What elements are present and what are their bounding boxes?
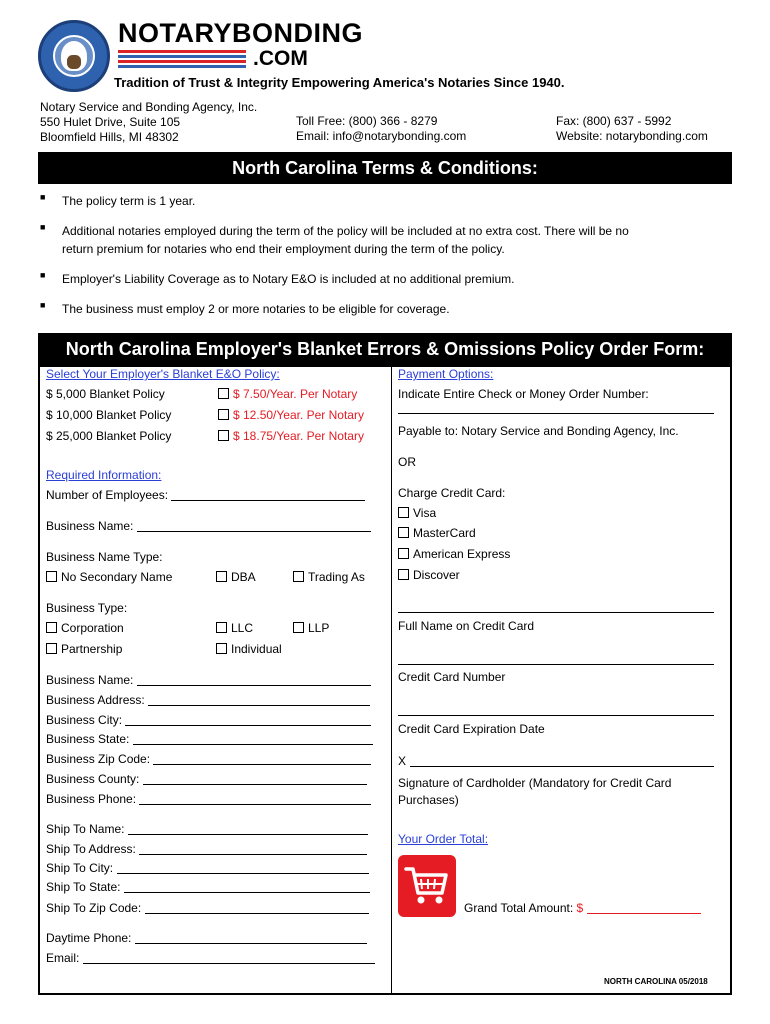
input-line[interactable] bbox=[137, 520, 371, 532]
input-line[interactable] bbox=[83, 952, 375, 964]
name-type-dba[interactable]: DBA bbox=[216, 570, 256, 584]
card-expiration-label: Credit Card Expiration Date bbox=[398, 722, 545, 736]
checkbox[interactable] bbox=[293, 571, 304, 582]
bullet-icon: ■ bbox=[40, 222, 46, 232]
signature-x: X bbox=[398, 754, 407, 768]
checkbox[interactable] bbox=[46, 622, 57, 633]
signature-input[interactable] bbox=[410, 766, 714, 767]
checkbox[interactable] bbox=[398, 548, 409, 559]
check-number-label: Indicate Entire Check or Money Order Number: bbox=[398, 387, 649, 401]
brand-name: NOTARYBONDING bbox=[118, 18, 363, 48]
order-total-heading: Your Order Total: bbox=[398, 832, 489, 846]
checkbox[interactable] bbox=[398, 507, 409, 518]
payment-options-heading: Payment Options: bbox=[398, 367, 494, 381]
checkbox[interactable] bbox=[46, 571, 57, 582]
ship-to-state-field[interactable]: Ship To State: bbox=[46, 880, 370, 894]
form-version: NORTH CAROLINA 05/2018 bbox=[604, 977, 708, 986]
daytime-phone-field[interactable]: Daytime Phone: bbox=[46, 931, 367, 945]
business-name-field[interactable]: Business Name: bbox=[46, 673, 371, 687]
checkbox[interactable] bbox=[398, 527, 409, 538]
business-type-label: Business Type: bbox=[46, 601, 128, 615]
terms-title: North Carolina Terms & Conditions: bbox=[38, 152, 732, 184]
policy-option-5000[interactable]: $ 7.50/Year. Per Notary bbox=[218, 387, 357, 401]
bullet-icon: ■ bbox=[40, 192, 46, 202]
tagline: Tradition of Trust & Integrity Empowering America's Notaries Since 1940. bbox=[114, 75, 565, 90]
policy-label: $ 5,000 Blanket Policy bbox=[46, 387, 165, 401]
ship-to-name-field[interactable]: Ship To Name: bbox=[46, 822, 368, 836]
business-type-individual[interactable]: Individual bbox=[216, 642, 282, 656]
input-line[interactable] bbox=[135, 932, 367, 944]
input-line[interactable] bbox=[171, 489, 365, 501]
input-line[interactable] bbox=[139, 793, 371, 805]
brand-stripes bbox=[118, 50, 246, 70]
policy-checkbox[interactable] bbox=[218, 388, 229, 399]
policy-label: $ 10,000 Blanket Policy bbox=[46, 408, 172, 422]
checkbox[interactable] bbox=[46, 643, 57, 654]
business-county-field[interactable]: Business County: bbox=[46, 772, 367, 786]
email-field[interactable]: Email: bbox=[46, 951, 375, 965]
card-option-visa[interactable]: Visa bbox=[398, 506, 436, 520]
required-info-heading: Required Information: bbox=[46, 468, 162, 482]
email-address: Email: info@notarybonding.com bbox=[296, 129, 467, 143]
name-type-trading-as[interactable]: Trading As bbox=[293, 570, 365, 584]
business-city-field[interactable]: Business City: bbox=[46, 713, 371, 727]
business-address-field[interactable]: Business Address: bbox=[46, 693, 370, 707]
ship-to-zip-field[interactable]: Ship To Zip Code: bbox=[46, 901, 369, 915]
ship-to-address-field[interactable]: Ship To Address: bbox=[46, 842, 367, 856]
checkbox[interactable] bbox=[216, 622, 227, 633]
business-name-type-label: Business Name Type: bbox=[46, 550, 163, 564]
checkbox[interactable] bbox=[216, 643, 227, 654]
policy-option-25000[interactable]: $ 18.75/Year. Per Notary bbox=[218, 429, 364, 443]
grand-total-field[interactable]: Grand Total Amount: $ bbox=[464, 901, 701, 915]
policy-checkbox[interactable] bbox=[218, 409, 229, 420]
column-divider bbox=[391, 365, 392, 995]
policy-checkbox[interactable] bbox=[218, 430, 229, 441]
input-line[interactable] bbox=[143, 773, 367, 785]
business-type-partnership[interactable]: Partnership bbox=[46, 642, 122, 656]
bullet-icon: ■ bbox=[40, 270, 46, 280]
input-line[interactable] bbox=[125, 714, 371, 726]
input-line[interactable] bbox=[117, 862, 369, 874]
input-line[interactable] bbox=[587, 902, 701, 914]
phone-number: Toll Free: (800) 366 - 8279 bbox=[296, 114, 438, 128]
business-zip-field[interactable]: Business Zip Code: bbox=[46, 752, 371, 766]
full-name-label: Full Name on Credit Card bbox=[398, 619, 535, 633]
business-phone-field[interactable]: Business Phone: bbox=[46, 792, 371, 806]
form-title: North Carolina Employer's Blanket Errors & Omissions Policy Order Form: bbox=[38, 333, 732, 365]
card-option-amex[interactable]: American Express bbox=[398, 547, 510, 561]
card-number-label: Credit Card Number bbox=[398, 670, 506, 684]
contact-info bbox=[296, 114, 466, 144]
input-line[interactable] bbox=[153, 753, 371, 765]
checkbox[interactable] bbox=[398, 569, 409, 580]
name-type-none[interactable]: No Secondary Name bbox=[46, 570, 172, 584]
input-line[interactable] bbox=[137, 674, 371, 686]
company-address bbox=[40, 100, 257, 145]
business-type-corporation[interactable]: Corporation bbox=[46, 621, 124, 635]
card-expiration-input[interactable] bbox=[398, 715, 714, 716]
policy-option-10000[interactable]: $ 12.50/Year. Per Notary bbox=[218, 408, 364, 422]
business-state-field[interactable]: Business State: bbox=[46, 732, 373, 746]
signature-label-line2: Purchases) bbox=[398, 793, 459, 807]
signature-label-line1: Signature of Cardholder (Mandatory for Credit Card bbox=[398, 776, 672, 790]
select-policy-heading: Select Your Employer's Blanket E&O Policy: bbox=[46, 367, 280, 381]
card-option-mastercard[interactable]: MasterCard bbox=[398, 526, 476, 540]
bullet-icon: ■ bbox=[40, 300, 46, 310]
num-employees-field[interactable]: Number of Employees: bbox=[46, 488, 365, 502]
logo-seal bbox=[38, 20, 110, 92]
charge-card-label: Charge Credit Card: bbox=[398, 486, 506, 500]
fax-website bbox=[556, 114, 708, 144]
street-address: 550 Hulet Drive, Suite 105 bbox=[40, 115, 181, 129]
input-line[interactable] bbox=[148, 694, 370, 706]
checkbox[interactable] bbox=[293, 622, 304, 633]
input-line[interactable] bbox=[128, 823, 368, 835]
cart-graphic bbox=[404, 865, 450, 907]
input-line[interactable] bbox=[124, 881, 370, 893]
policy-label: $ 25,000 Blanket Policy bbox=[46, 429, 172, 443]
ship-to-city-field[interactable]: Ship To City: bbox=[46, 861, 369, 875]
card-option-discover[interactable]: Discover bbox=[398, 568, 460, 582]
shopping-cart-icon bbox=[398, 855, 456, 917]
input-line[interactable] bbox=[139, 843, 367, 855]
business-type-llc[interactable]: LLC bbox=[216, 621, 253, 635]
fax-number: Fax: (800) 637 - 5992 bbox=[556, 114, 672, 128]
website: Website: notarybonding.com bbox=[556, 129, 708, 143]
payable-to: Payable to: Notary Service and Bonding Agency, Inc. bbox=[398, 424, 679, 438]
checkbox[interactable] bbox=[216, 571, 227, 582]
city-address: Bloomfield Hills, MI 48302 bbox=[40, 130, 179, 144]
company-name: Notary Service and Bonding Agency, Inc. bbox=[40, 100, 258, 114]
or-label: OR bbox=[398, 455, 416, 469]
business-name-field[interactable]: Business Name: bbox=[46, 519, 371, 533]
input-line[interactable] bbox=[145, 902, 369, 914]
business-type-llp[interactable]: LLP bbox=[293, 621, 329, 635]
input-line[interactable] bbox=[133, 733, 373, 745]
brand-suffix: .COM bbox=[253, 47, 308, 70]
full-name-input[interactable] bbox=[398, 612, 714, 613]
eagle-icon bbox=[61, 41, 87, 71]
check-number-input[interactable] bbox=[398, 413, 714, 414]
card-number-input[interactable] bbox=[398, 664, 714, 665]
